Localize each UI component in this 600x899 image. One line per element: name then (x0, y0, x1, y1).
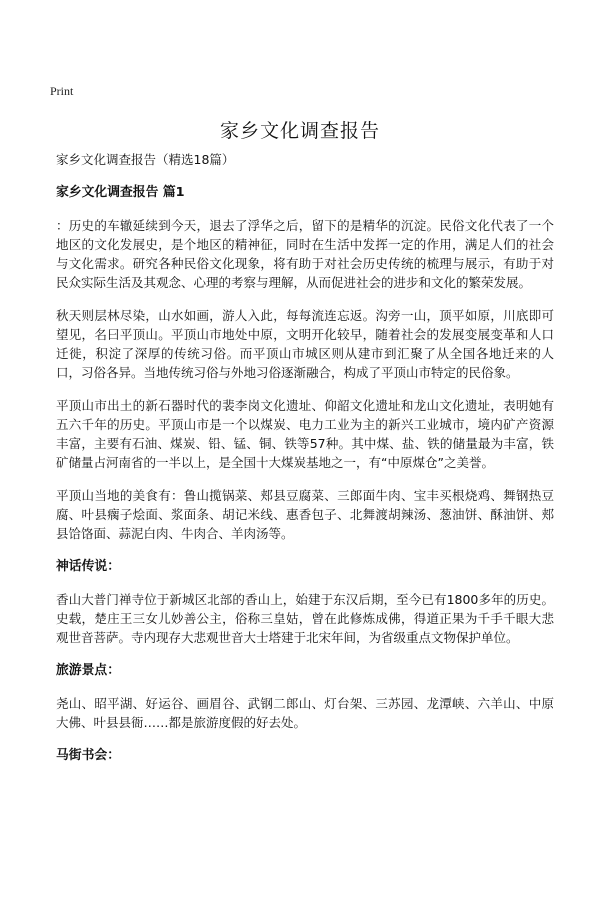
document-subtitle: 家乡文化调查报告（精选18篇） (56, 152, 235, 167)
document-body (56, 150, 554, 779)
paragraph-4: 平顶山当地的美食有：鲁山揽锅菜、郏县豆腐菜、三郎面牛肉、宝丰买根烧鸡、舞钢热豆腐、叶县瘸子烩面、浆面条、胡记米线、惠香包子、北舞渡胡辣汤、葱油饼、酥油饼、郏县饸饹面、蒜泥白肉、牛肉合、羊肉汤等。 (56, 488, 554, 541)
section-heading-1: 家乡文化调查报告 篇1 (56, 185, 185, 200)
print-label[interactable]: Print (50, 84, 74, 98)
tour-heading: 旅游景点： (56, 663, 120, 678)
paragraph-2: 秋天则层林尽染，山水如画，游人入此，每每流连忘返。沟旁一山，顶平如原，川底即可望见，名曰平顶山。平顶山市地处中原，文明开化较早，随着社会的发展变展变革和人口迁徙，积淀了深厚的传统习俗。而平顶山市城区则从建市到汇聚了从全国各地迁来的人口，习俗各异。当地传统习俗与外地习俗逐渐融合，构成了平顶山市特定的民俗象。 (56, 308, 554, 380)
myth-paragraph: 香山大普门禅寺位于新城区北部的香山上，始建于东汉后期，至今已有1800多年的历史。史载，楚庄王三女儿妙善公主，俗称三皇姑，曾在此修炼成佛，得道正果为千手千眼大悲观世音菩萨。寺内现存大悲观世音大士塔建于北宋年间，为省级重点文物保护单位。 (56, 592, 554, 645)
paragraph-3: 平顶山市出土的新石器时代的裴李岗文化遗址、仰韶文化遗址和龙山文化遗址，表明她有五六千年的历史。平顶山市是一个以煤炭、电力工业为主的新兴工业城市，境内矿产资源丰富，主要有石油、煤炭、铅、锰、铜、铁等57种。其中煤、盐、铁的储量最为丰富，铁矿储量占河南省的一半以上，是全国十大煤炭基地之一，有“中原煤仓”之美誉。 (56, 398, 554, 470)
myth-heading: 神话传说： (56, 559, 120, 574)
document-title: 家乡文化调查报告 (219, 120, 380, 142)
tour-paragraph: 尧山、昭平湖、好运谷、画眉谷、武钢二郎山、灯台架、三苏园、龙潭峡、六羊山、中原大佛、叶县县衙……都是旅游度假的好去处。 (56, 696, 554, 730)
majie-heading: 马街书会： (56, 748, 120, 763)
paragraph-1: ：历史的车辙延续到今天，退去了浮华之后，留下的是精华的沉淀。民俗文化代表了一个地区的文化发展史，是个地区的精神征，同时在生活中发挥一定的作用，满足人们的社会与文化需求。研究各种民俗文化现象，将有助于对社会历史传统的梳理与展示，有助于对民众实际生活及其观念、心理的考察与理解，从而促进社会的进步和文化的繁荣发展。 (56, 218, 554, 290)
